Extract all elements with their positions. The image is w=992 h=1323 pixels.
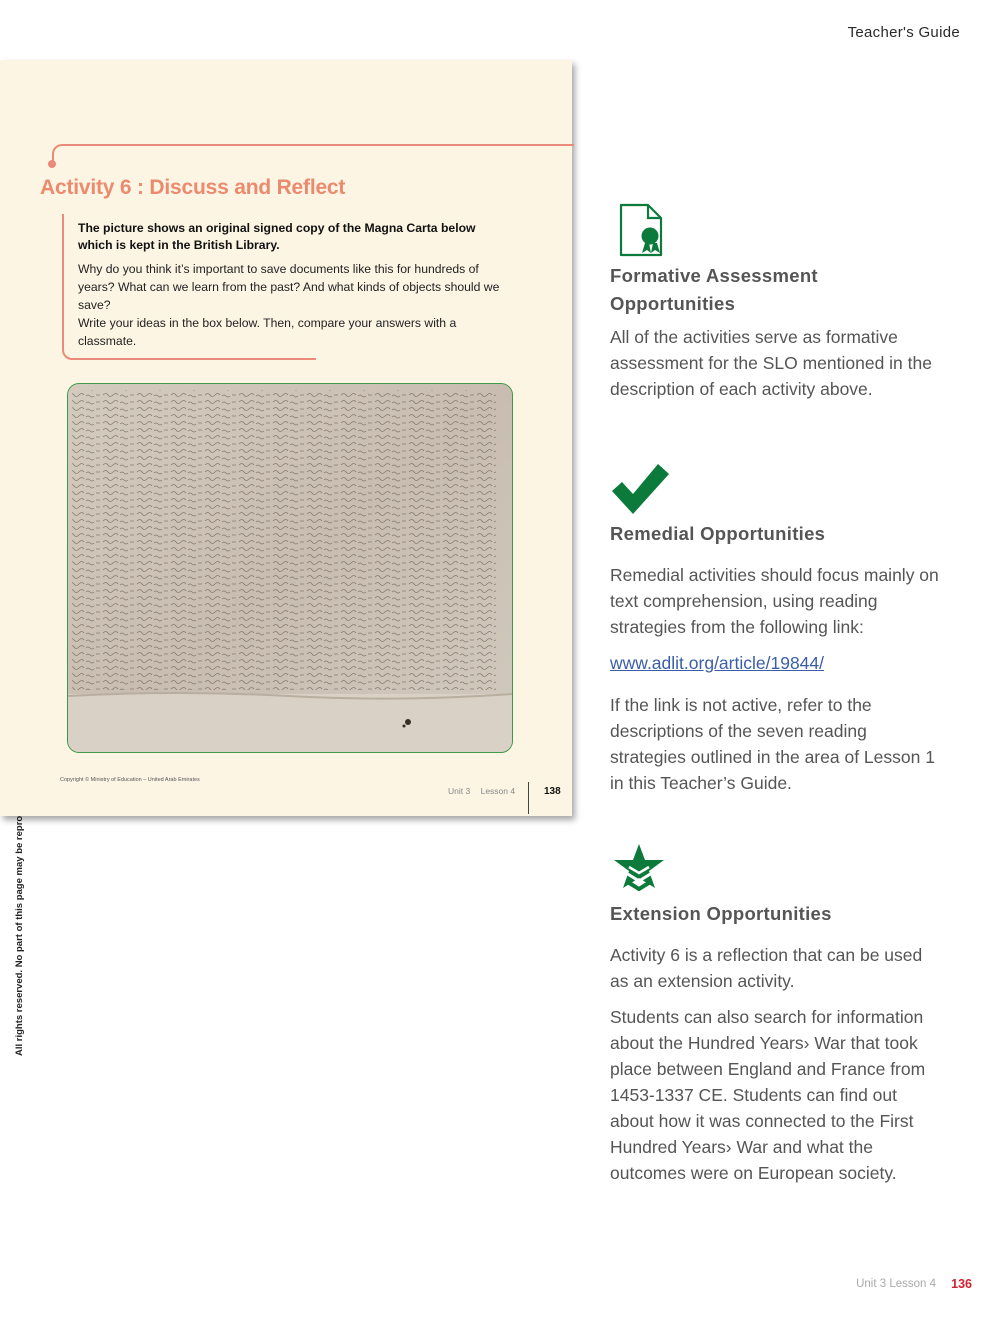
guide-page-number: 136 xyxy=(951,1277,972,1291)
formative-section xyxy=(610,262,940,402)
guide-title: Teacher's Guide xyxy=(847,24,960,41)
remedial-paragraph-2: If the link is not active, refer to the descriptions of the seven reading strategies outlined in the area of Lesson 1 in this Teacher’s Guide. xyxy=(610,695,935,793)
activity-body xyxy=(78,260,508,350)
decorative-line xyxy=(52,144,574,166)
guide-footer-unit-lesson: Unit 3 Lesson 4 xyxy=(856,1278,936,1290)
activity-title: Activity 6 : Discuss and Reflect xyxy=(40,176,346,199)
decorative-dot xyxy=(48,160,56,168)
formative-heading: Formative Assessment Opportunities xyxy=(610,265,818,314)
extension-section xyxy=(610,900,940,1196)
extension-paragraph-1: Activity 6 is a reflection that can be used as an extension activity. xyxy=(610,945,923,991)
adlit-link[interactable]: www.adlit.org/article/19844/ xyxy=(610,653,824,673)
activity-instructions: Write your ideas in the box below. Then, compare your answers with a classmate. xyxy=(78,316,457,348)
extension-text xyxy=(610,942,940,1186)
remedial-heading: Remedial Opportunities xyxy=(610,523,826,544)
magna-carta-illustration xyxy=(68,384,512,752)
activity-intro: The picture shows an original signed copy of the Magna Carta below which is kept in the British Library. xyxy=(78,221,476,252)
remedial-text xyxy=(610,562,940,796)
footer-lesson: Lesson 4 xyxy=(480,786,516,796)
checkmark-icon xyxy=(609,461,671,522)
remedial-paragraph: Remedial activities should focus mainly on text comprehension, using reading strategies from the following link: xyxy=(610,565,939,637)
remedial-section xyxy=(610,520,940,806)
student-book-page xyxy=(0,60,572,816)
certificate-document-icon xyxy=(618,203,664,262)
copyright-line: Copyright © Ministry of Education – United Arab Emirates xyxy=(60,777,200,783)
activity-questions: Why do you think it’s important to save documents like this for hundreds of years? What can we learn from the past? And what kinds of objects should we save? xyxy=(78,262,500,312)
magna-carta-image xyxy=(67,383,513,753)
extension-paragraph-2: Students can also search for information about the Hundred Years› War that took place between England and France from 1453-1337 CE. Students can find out about how it was connected to the First Hundred Years› War and what the outcomes were on European society. xyxy=(610,1007,926,1183)
extension-heading: Extension Opportunities xyxy=(610,903,832,924)
star-chevron-icon xyxy=(612,843,666,900)
student-page-footer xyxy=(448,786,523,796)
formative-text: All of the activities serve as formative assessment for the SLO mentioned in the description of each activity above. xyxy=(610,327,932,399)
footer-unit: Unit 3 xyxy=(448,786,471,796)
student-page-number: 138 xyxy=(544,786,561,797)
footer-divider xyxy=(528,782,529,814)
